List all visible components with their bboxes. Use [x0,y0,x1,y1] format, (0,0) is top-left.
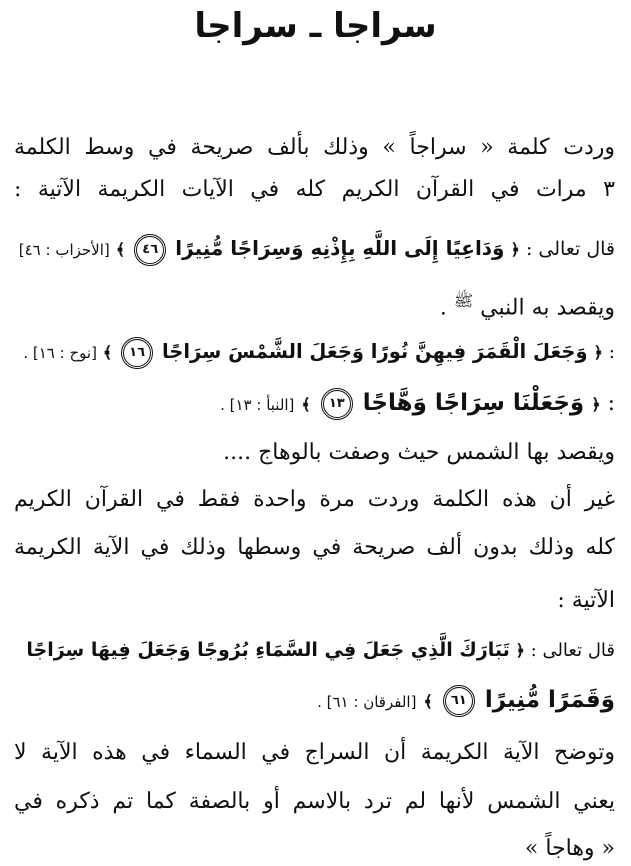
paragraph-line [14,436,615,470]
line-text: وتوضح الآية الكريمة أن السراج في السماء في هذه الآية لا [14,740,615,765]
line-text: غير أن هذه الكلمة وردت مرة واحدة فقط في القرآن الكريم [14,487,615,512]
colon-mark: : [607,391,615,416]
paragraph-line [14,131,615,165]
paragraph-line [14,736,615,770]
verse-reference: [الأحزاب : ٤٦] [18,241,110,259]
paragraph-line [14,584,615,618]
verse-line [14,633,615,668]
line-text: كله وذلك بدون ألف صريحة في وسطها وذلك في الآية الكريمة [14,535,615,560]
quran-verse: تَبَارَكَ الَّذِي جَعَلَ فِي السَّمَاءِ بُرُوجًا وَجَعَلَ فِيهَا سِرَاجًا [26,639,510,661]
ornate-open-bracket: ﴿ [515,641,525,660]
ornate-open-bracket: ﴿ [510,240,520,259]
line-text: « وهاجاً » [524,836,615,861]
line-text: ٣ مرات في القرآن الكريم كله في الآيات الكريمة الآتية : [14,177,615,202]
verse-intro: قال تعالى : [525,238,615,260]
paragraph-line [14,785,615,819]
verse-number-medallion: ١٣ [321,388,353,420]
verse-reference: [نوح : ١٦] . [23,344,97,362]
ornate-open-bracket: ﴿ [591,395,601,414]
paragraph-line [14,173,615,207]
quran-verse: وَجَعَلَ الْقَمَرَ فِيهِنَّ نُورًا وَجَعَلَ الشَّمْسَ سِرَاجًا [161,340,588,363]
verse-intro: قال تعالى : [530,640,615,661]
paragraph-line [14,531,615,565]
line-text: وردت كلمة « سراجاً » وذلك بألف صريحة في وسط الكلمة [14,135,615,160]
line-text: ويقصد بها الشمس حيث وصفت بالوهاج .... [223,440,615,465]
paragraph-line [14,483,615,517]
paragraph-line: ويقصد به النبي $^ﷺ$ . [439,291,615,321]
ornate-close-bracket: ﴾ [301,395,311,414]
quran-verse: وَدَاعِيًا إِلَى اللَّهِ بِإِذْنِهِ وَسِرَاجًا مُّنِيرًا [175,236,505,260]
ornate-close-bracket: ﴾ [115,240,126,259]
salutation-glyph: ﷺ [453,291,474,310]
line-text: ويقصد به النبي [480,295,615,321]
paragraph-line [14,832,615,866]
page-title: سراجا ـ سراجا [194,6,437,46]
ornate-open-bracket: ﴿ [593,343,603,362]
quran-verse: وَقَمَرًا مُّنِيرًا [484,687,615,713]
verse-reference: [الفرقان : ٦١] . [317,693,417,711]
colon-mark: : [608,342,615,363]
line-text: يعني الشمس لأنها لم ترد بالاسم أو بالصفة كما تم ذكره في [14,789,615,814]
line-text: الآتية : [557,588,615,613]
verse-number-medallion: ٤٦ [134,234,166,266]
ornate-close-bracket: ﴾ [102,343,113,362]
verse-line [14,683,615,719]
verse-line [14,231,615,267]
verse-line [14,386,615,422]
verse-number-medallion: ٦١ [443,685,475,717]
quran-verse: وَجَعَلْنَا سِرَاجًا وَهَّاجًا [362,390,585,416]
ornate-close-bracket: ﴾ [423,692,433,711]
verse-number-medallion: ١٦ [121,337,153,369]
verse-line [14,335,615,370]
verse-reference: [النبأ : ١٣] . [220,396,295,414]
